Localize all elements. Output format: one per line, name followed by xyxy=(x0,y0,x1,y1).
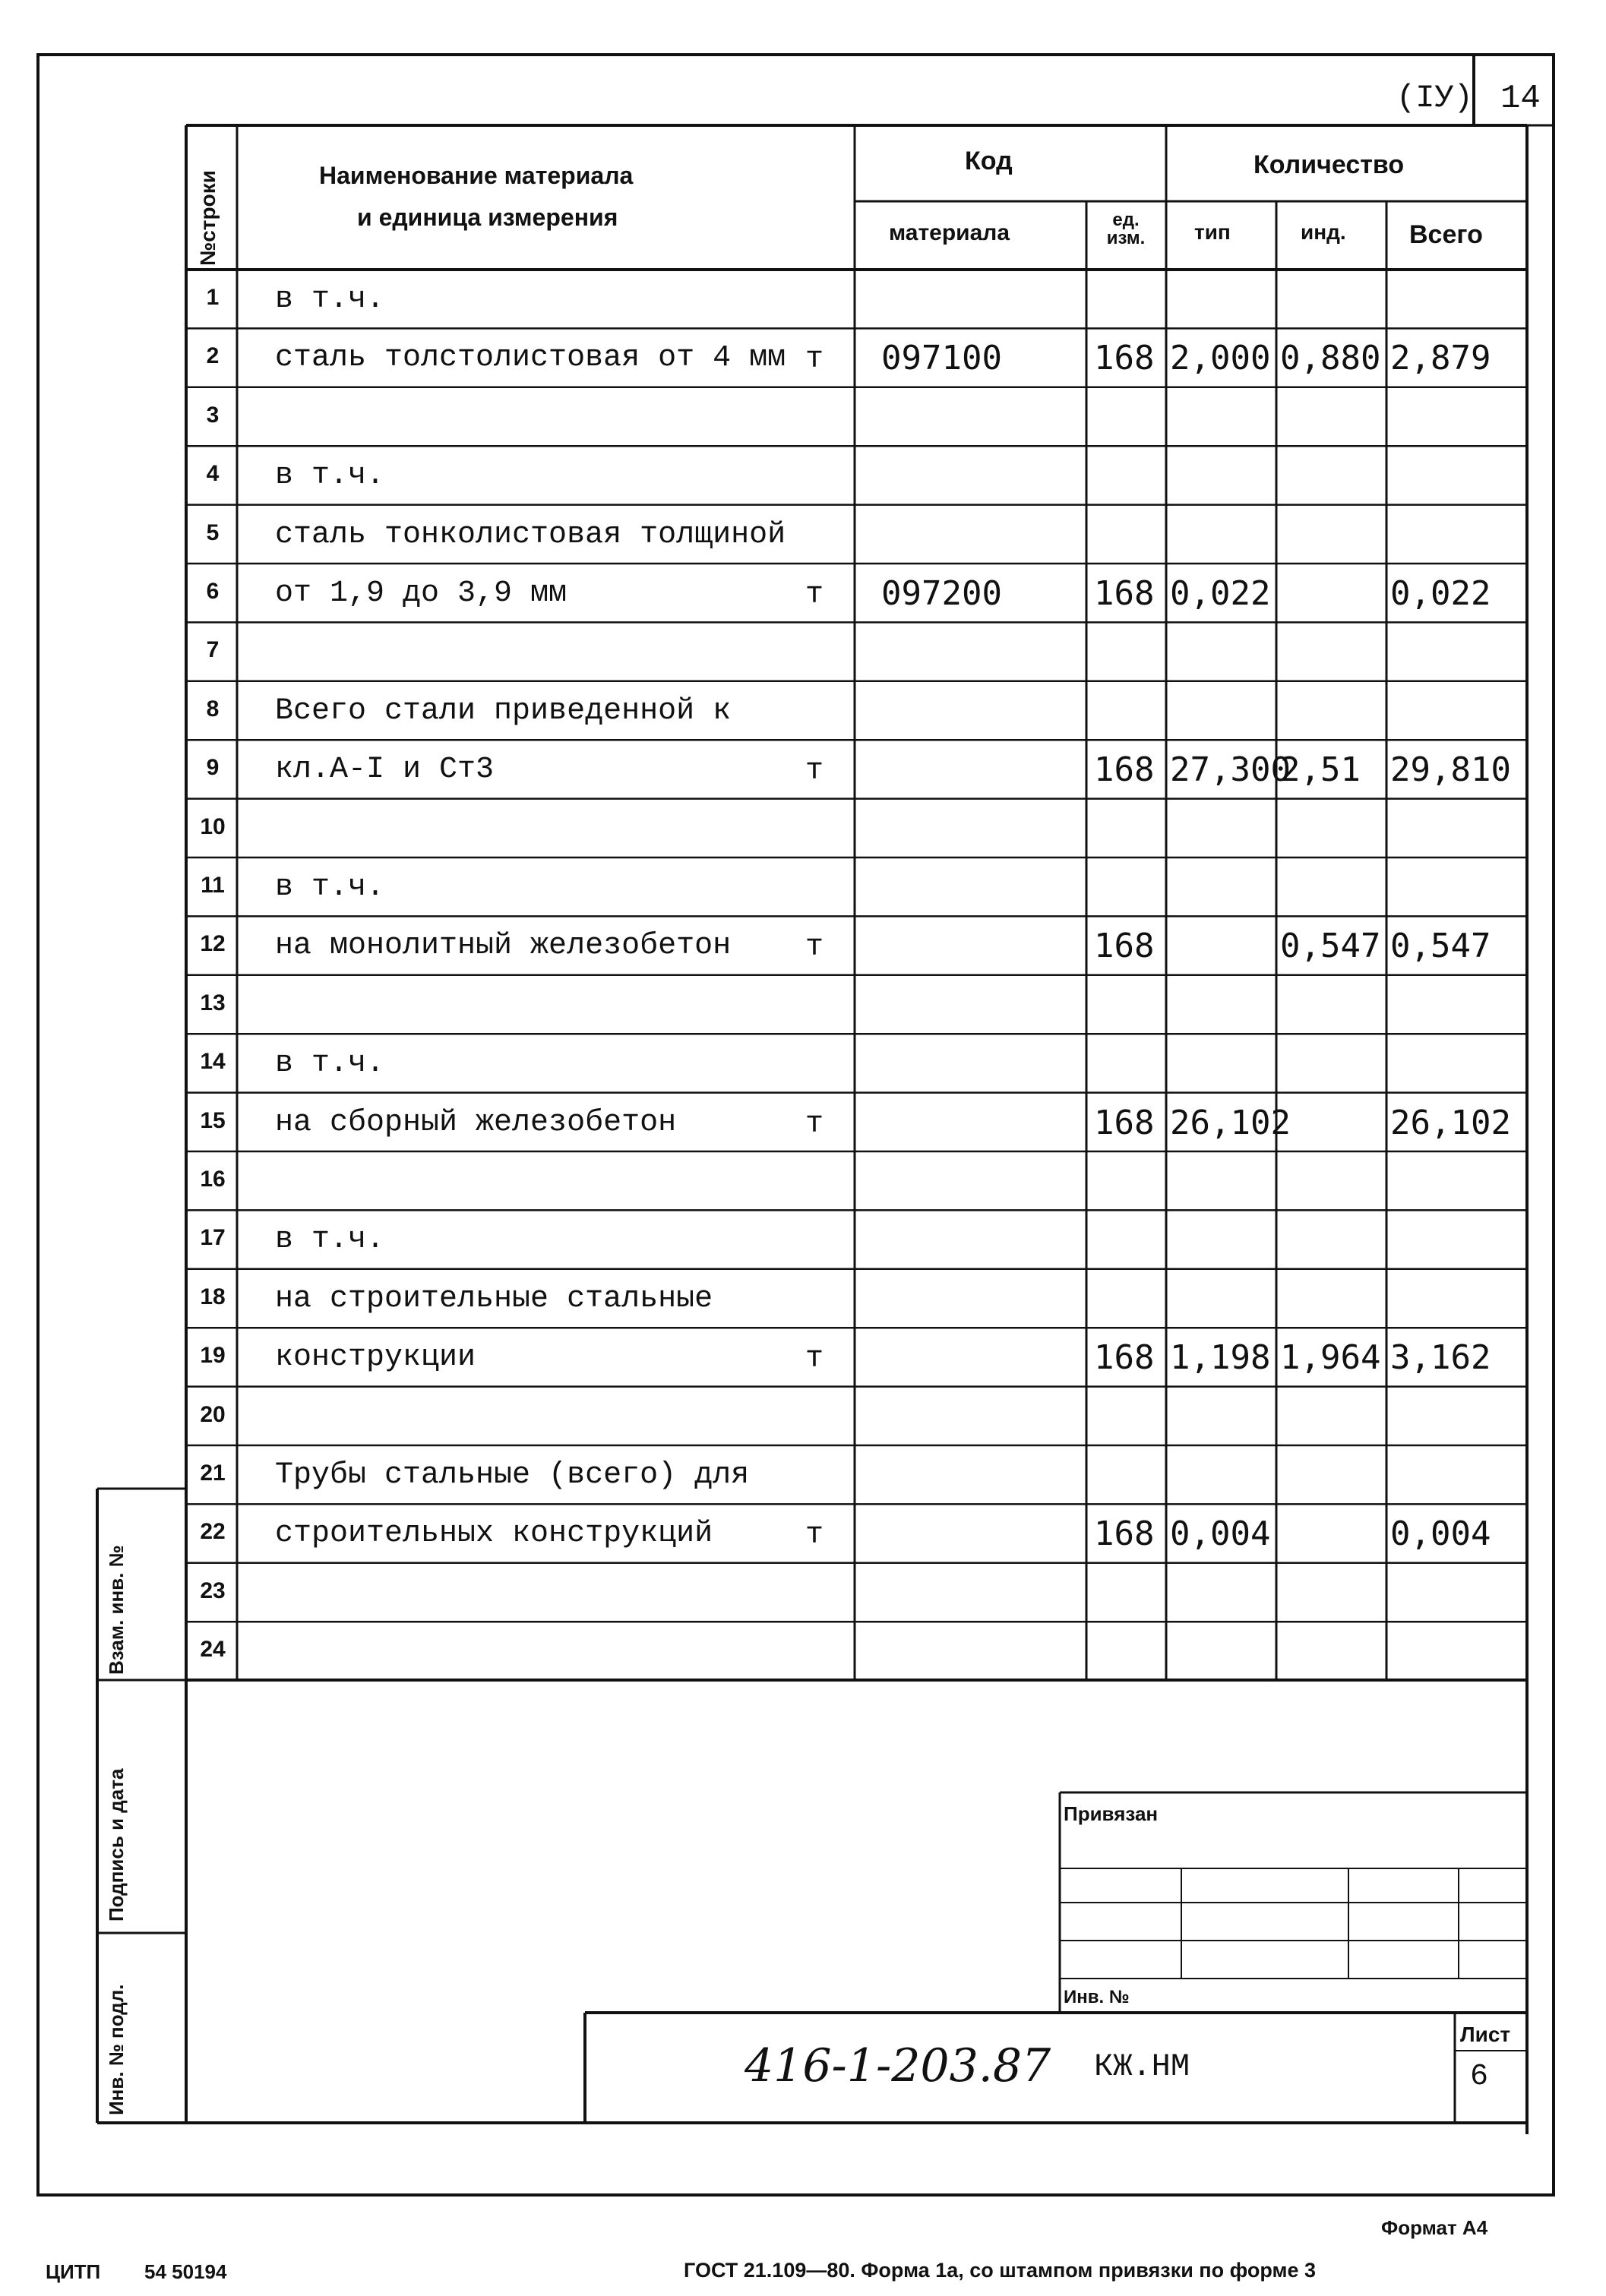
code-unit-header: ед. изм. xyxy=(1106,210,1146,248)
unit-symbol: т xyxy=(805,1342,824,1377)
row-number: 13 xyxy=(200,990,226,1015)
row-number: 21 xyxy=(200,1461,226,1486)
row-number: 24 xyxy=(200,1637,226,1663)
name-header-line1: Наименование материала xyxy=(319,162,634,189)
row-number: 15 xyxy=(200,1107,226,1133)
material-name: строительных конструкций xyxy=(275,1517,713,1552)
qty-ind-header: инд. xyxy=(1301,220,1346,244)
row-number: 3 xyxy=(206,402,220,428)
row-number: 22 xyxy=(200,1519,226,1545)
material-name: кл.А-I и Ст3 xyxy=(275,753,495,788)
material-name: в т.ч. xyxy=(275,1047,385,1082)
unit-code: 168 xyxy=(1094,750,1155,790)
qty-total: 2,879 xyxy=(1390,339,1491,378)
material-name: на сборный железобетон xyxy=(275,1105,677,1140)
material-name: на строительные стальные xyxy=(275,1281,713,1316)
row-number: 2 xyxy=(206,343,220,369)
unit-symbol: т xyxy=(805,343,824,377)
code-material-header: материала xyxy=(889,220,1010,245)
qty-type-header: тип xyxy=(1194,220,1231,244)
gost-label: ГОСТ 21.109—80. Форма 1а, со штампом привязки по форме 3 xyxy=(684,2259,1317,2282)
unit-symbol: т xyxy=(805,930,824,965)
material-name: Трубы стальные (всего) для xyxy=(275,1458,750,1492)
row-number: 9 xyxy=(206,755,220,781)
org-label: ЦИТП xyxy=(46,2260,101,2283)
sheet-number: 14 xyxy=(1500,80,1541,118)
qty-ind: 0,880 xyxy=(1280,339,1381,378)
sheet-value: 6 xyxy=(1470,2060,1489,2094)
row-number: 6 xyxy=(206,579,220,604)
material-name: Всего стали приведенной к xyxy=(275,693,732,728)
unit-symbol: т xyxy=(805,1107,824,1142)
format-label: Формат А4 xyxy=(1381,2216,1488,2239)
quantity-group-header: Количество xyxy=(1254,150,1405,179)
row-number: 23 xyxy=(200,1578,226,1603)
sheet-code: (IУ) xyxy=(1396,80,1473,116)
qty-ind: 2,51 xyxy=(1280,750,1361,790)
row-number: 12 xyxy=(200,931,226,957)
unit-code: 168 xyxy=(1094,927,1155,966)
material-name: на монолитный железобетон xyxy=(275,929,732,964)
inv-podl-label: Инв. № подл. xyxy=(105,1984,128,2115)
sheet-label: Лист xyxy=(1460,2023,1511,2046)
row-number: 20 xyxy=(200,1401,226,1427)
unit-code: 168 xyxy=(1094,1338,1155,1378)
qty-ind: 1,964 xyxy=(1280,1338,1381,1378)
qty-total-header: Всего xyxy=(1409,220,1483,249)
material-name: в т.ч. xyxy=(275,1223,385,1258)
row-number: 10 xyxy=(200,813,226,839)
qty-type: 2,000 xyxy=(1170,339,1271,378)
qty-type: 27,300 xyxy=(1170,750,1291,790)
unit-code: 168 xyxy=(1094,574,1155,613)
qty-total: 0,004 xyxy=(1390,1514,1491,1554)
material-name: от 1,9 до 3,9 мм xyxy=(275,576,567,611)
row-number: 17 xyxy=(200,1225,226,1251)
material-code: 097200 xyxy=(881,574,1002,613)
unit-symbol: т xyxy=(805,754,824,789)
material-name: в т.ч. xyxy=(275,459,385,494)
material-name: в т.ч. xyxy=(275,283,385,317)
qty-total: 29,810 xyxy=(1390,750,1511,790)
unit-code: 168 xyxy=(1094,1103,1155,1142)
order-number: 54 50194 xyxy=(144,2260,227,2283)
row-number: 4 xyxy=(206,461,220,487)
row-number: 7 xyxy=(206,637,220,663)
qty-total: 3,162 xyxy=(1390,1338,1491,1378)
name-header-line2: и единица измерения xyxy=(357,204,618,231)
row-number: 8 xyxy=(206,696,220,722)
unit-symbol: т xyxy=(805,578,824,612)
vzam-inv-label: Взам. инв. № xyxy=(105,1545,128,1675)
material-code: 097100 xyxy=(881,339,1002,378)
signature-date-label: Подпись и дата xyxy=(105,1768,128,1922)
material-name: в т.ч. xyxy=(275,870,385,905)
material-name: сталь толстолистовая от 4 мм xyxy=(275,341,786,376)
privyazan-label: Привязан xyxy=(1064,1802,1159,1825)
row-number-header: №строки xyxy=(196,170,220,266)
material-name: конструкции xyxy=(275,1341,476,1375)
material-name: сталь тонколистовая толщиной xyxy=(275,517,786,552)
qty-total: 26,102 xyxy=(1390,1103,1511,1142)
document-number: 416-1-203.87 xyxy=(745,2039,1051,2092)
row-number: 19 xyxy=(200,1343,226,1369)
qty-type: 26,102 xyxy=(1170,1103,1291,1142)
row-number: 16 xyxy=(200,1167,226,1192)
unit-code: 168 xyxy=(1094,1514,1155,1554)
qty-type: 1,198 xyxy=(1170,1338,1271,1378)
qty-type: 0,022 xyxy=(1170,574,1271,613)
unit-code: 168 xyxy=(1094,339,1155,378)
document-suffix: КЖ.НМ xyxy=(1094,2048,1190,2085)
unit-symbol: т xyxy=(805,1518,824,1553)
code-group-header: Код xyxy=(965,147,1013,175)
row-number: 11 xyxy=(201,873,225,898)
qty-total: 0,547 xyxy=(1390,927,1491,966)
row-number: 14 xyxy=(200,1049,226,1075)
row-number: 1 xyxy=(206,285,220,310)
inv-number-label: Инв. № xyxy=(1064,1987,1130,2007)
qty-total: 0,022 xyxy=(1390,574,1491,613)
row-number: 5 xyxy=(206,520,220,545)
row-number: 18 xyxy=(200,1284,226,1309)
qty-type: 0,004 xyxy=(1170,1514,1271,1554)
qty-ind: 0,547 xyxy=(1280,927,1381,966)
